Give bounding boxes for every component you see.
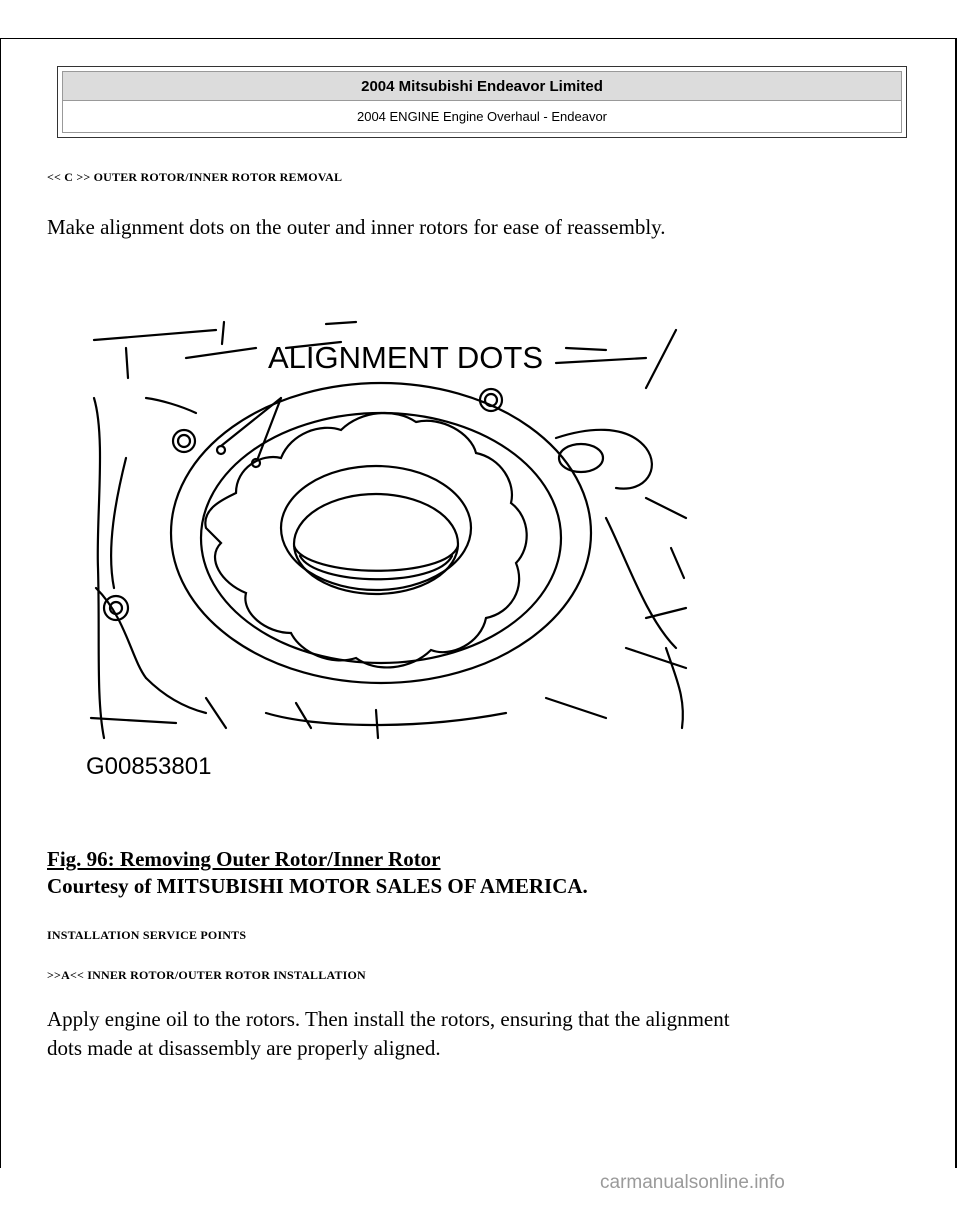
removal-instruction: Make alignment dots on the outer and inner rotors for ease of reassembly. [47, 215, 666, 239]
installation-text-line1: Apply engine oil to the rotors. Then install the rotors, ensuring that the alignment [47, 1007, 730, 1031]
installation-heading: INSTALLATION SERVICE POINTS [47, 928, 247, 942]
alignment-dots-label: ALIGNMENT DOTS [268, 340, 544, 375]
rotor-illustration [86, 318, 696, 786]
document-header-inner [62, 71, 902, 133]
document-header [57, 66, 907, 138]
figure-caption-credit: Courtesy of MITSUBISHI MOTOR SALES OF AMERICA. [47, 874, 588, 898]
installation-instruction [47, 1005, 907, 1063]
figure-caption [47, 846, 588, 900]
watermark: carmanualsonline.info [600, 1172, 785, 1193]
figure-code: G00853801 [86, 753, 212, 780]
figure-caption-title[interactable]: Fig. 96: Removing Outer Rotor/Inner Rotor [47, 847, 441, 871]
vehicle-title: 2004 Mitsubishi Endeavor Limited [63, 72, 901, 101]
rotor-figure [86, 318, 696, 786]
removal-heading: << C >> OUTER ROTOR/INNER ROTOR REMOVAL [47, 170, 343, 184]
manual-section-title: 2004 ENGINE Engine Overhaul - Endeavor [356, 109, 608, 124]
installation-subheading: >>A<< INNER ROTOR/OUTER ROTOR INSTALLATION [47, 968, 366, 982]
installation-text-line2: dots made at disassembly are properly aligned. [47, 1036, 441, 1060]
